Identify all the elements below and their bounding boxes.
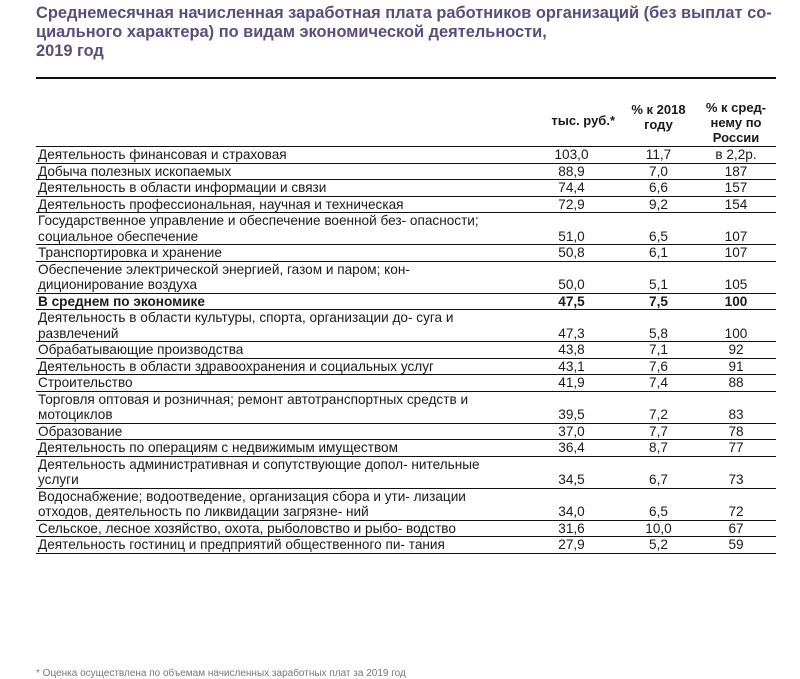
pct-2018-cell: 8,7 [621,440,696,457]
table-row [36,537,776,554]
pct-2018-cell: 7,0 [621,163,696,180]
table-row [36,293,776,310]
pct-russia-cell: 107 [696,213,776,245]
table-row [36,488,776,520]
table-row [36,196,776,213]
table-row [36,440,776,457]
value-cell: 39,5 [486,391,621,423]
pct-2018-cell: 6,1 [621,245,696,262]
activity-cell: Деятельность в области информации и связи [36,180,486,197]
value-cell: 34,0 [486,488,621,520]
activity-cell: Строительство [36,375,486,392]
pct-2018-cell: 6,6 [621,180,696,197]
activity-cell: Государственное управление и обеспечение военной без- опасности; социальное обеспечение [36,213,486,245]
table-row [36,456,776,488]
value-cell: 36,4 [486,440,621,457]
pct-2018-cell: 11,7 [621,147,696,164]
value-cell: 43,1 [486,358,621,375]
pct-russia-cell: 83 [696,391,776,423]
value-cell: 43,8 [486,342,621,359]
table-row [36,358,776,375]
pct-2018-cell: 7,4 [621,375,696,392]
pct-2018-cell: 7,1 [621,342,696,359]
table-row [36,520,776,537]
pct-2018-cell: 6,7 [621,456,696,488]
pct-russia-cell: 67 [696,520,776,537]
activity-cell: Водоснабжение; водоотведение, организация сбора и ути- лизации отходов, деятельность по ликвидации загрязне- ний [36,488,486,520]
pct-2018-cell: 7,5 [621,293,696,310]
pct-2018-cell: 6,5 [621,213,696,245]
table-body [36,147,776,554]
value-cell: 50,0 [486,261,621,293]
pct-russia-cell: 92 [696,342,776,359]
table-row [36,147,776,164]
table-row [36,245,776,262]
pct-2018-cell: 7,6 [621,358,696,375]
table-row [36,163,776,180]
table-row [36,375,776,392]
activity-cell: Обрабатывающие производства [36,342,486,359]
pct-2018-cell: 5,8 [621,310,696,342]
activity-cell: Добыча полезных ископаемых [36,163,486,180]
table-row [36,261,776,293]
header-pct-2018: % к 2018 году [621,78,696,147]
pct-russia-cell: 187 [696,163,776,180]
value-cell: 51,0 [486,213,621,245]
value-cell: 103,0 [486,147,621,164]
value-cell: 72,9 [486,196,621,213]
pct-russia-cell: 157 [696,180,776,197]
pct-russia-cell: 105 [696,261,776,293]
pct-russia-cell: 88 [696,375,776,392]
header-thousand-rub: тыс. руб.* [486,78,621,147]
table-row [36,180,776,197]
activity-cell: Деятельность по операциям с недвижимым имуществом [36,440,486,457]
activity-cell: Торговля оптовая и розничная; ремонт автотранспортных средств и мотоциклов [36,391,486,423]
pct-russia-cell: 59 [696,537,776,554]
activity-cell: Обеспечение электрической энергией, газом и паром; кон- диционирование воздуха [36,261,486,293]
value-cell: 34,5 [486,456,621,488]
header-pct-russia: % к сред- нему по России [696,78,776,147]
value-cell: 47,5 [486,293,621,310]
value-cell: 31,6 [486,520,621,537]
activity-cell: Деятельность профессиональная, научная и техническая [36,196,486,213]
value-cell: 50,8 [486,245,621,262]
activity-cell: Сельское, лесное хозяйство, охота, рыболовство и рыбо- водство [36,520,486,537]
activity-cell: Деятельность гостиниц и предприятий общественного пи- тания [36,537,486,554]
pct-russia-cell: 78 [696,423,776,440]
pct-russia-cell: 72 [696,488,776,520]
pct-russia-cell: 100 [696,293,776,310]
table-row [36,423,776,440]
activity-cell: Деятельность финансовая и страховая [36,147,486,164]
pct-2018-cell: 7,2 [621,391,696,423]
pct-2018-cell: 6,5 [621,488,696,520]
activity-cell: Образование [36,423,486,440]
value-cell: 88,9 [486,163,621,180]
table-header-row [36,78,776,147]
table-row [36,391,776,423]
value-cell: 37,0 [486,423,621,440]
pct-russia-cell: 77 [696,440,776,457]
activity-cell: Деятельность административная и сопутствующие допол- нительные услуги [36,456,486,488]
pct-2018-cell: 5,2 [621,537,696,554]
pct-2018-cell: 5,1 [621,261,696,293]
table-row [36,310,776,342]
pct-russia-cell: 107 [696,245,776,262]
activity-cell: Деятельность в области здравоохранения и социальных услуг [36,358,486,375]
value-cell: 74,4 [486,180,621,197]
value-cell: 27,9 [486,537,621,554]
table-row [36,342,776,359]
pct-russia-cell: в 2,2р. [696,147,776,164]
activity-cell: Транспортировка и хранение [36,245,486,262]
pct-russia-cell: 73 [696,456,776,488]
wages-table [36,77,776,554]
pct-2018-cell: 7,7 [621,423,696,440]
pct-2018-cell: 9,2 [621,196,696,213]
value-cell: 47,3 [486,310,621,342]
pct-russia-cell: 91 [696,358,776,375]
header-activity [36,78,486,147]
activity-cell: Деятельность в области культуры, спорта, организации до- суга и развлечений [36,310,486,342]
pct-russia-cell: 154 [696,196,776,213]
pct-2018-cell: 10,0 [621,520,696,537]
footnote: * Оценка осуществлена по объемам начисленных заработных плат за 2019 год [36,668,406,679]
table-row [36,213,776,245]
pct-russia-cell: 100 [696,310,776,342]
document-title: Среднемесячная начисленная заработная плата работников организаций (без выплат со- циального характера) по видам экономической деятельности, 2019 год [36,4,772,60]
value-cell: 41,9 [486,375,621,392]
activity-cell: В среднем по экономике [36,293,486,310]
